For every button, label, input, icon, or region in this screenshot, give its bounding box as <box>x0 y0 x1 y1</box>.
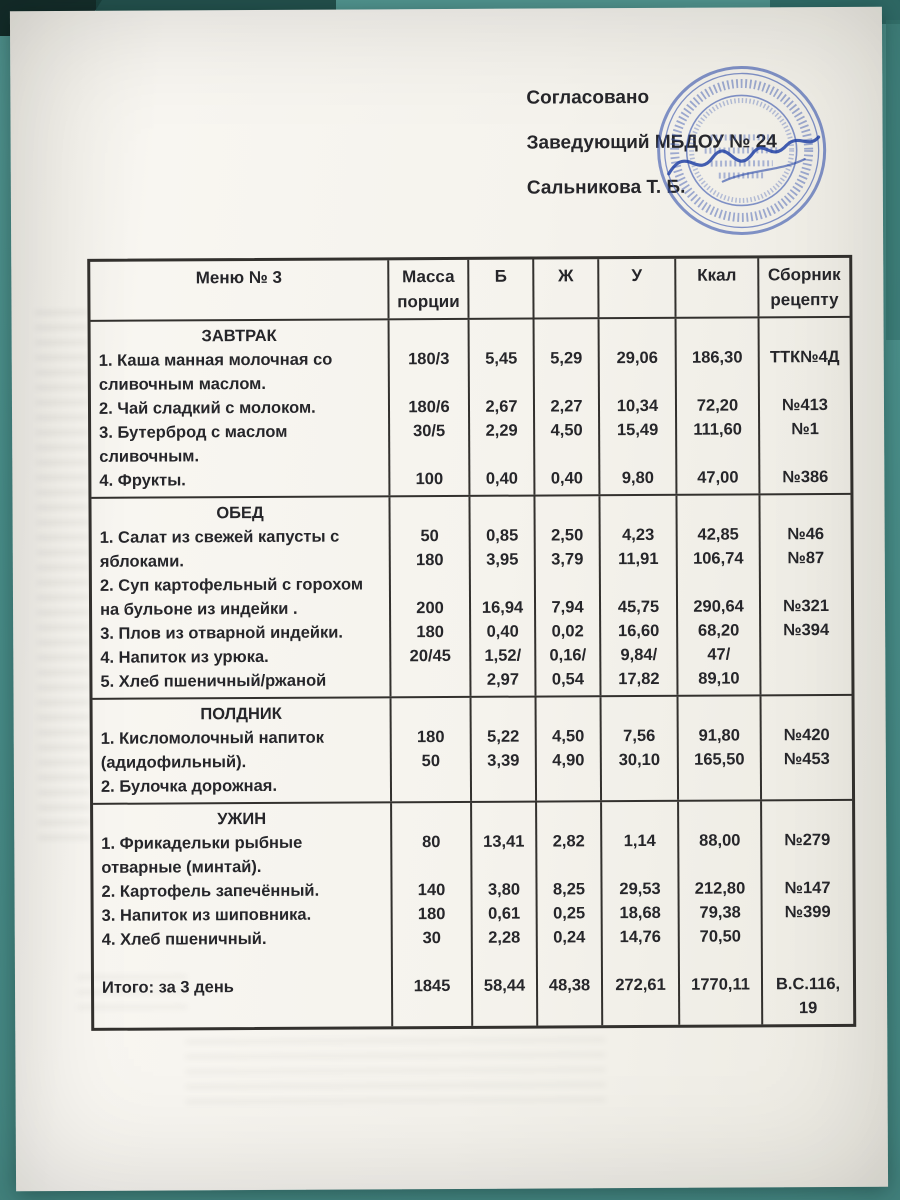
menu-item-line: 3. Напиток из шиповника. <box>101 905 312 925</box>
value-line: 20/45 <box>409 646 451 666</box>
value-line <box>600 442 675 466</box>
value-line <box>760 369 850 393</box>
value-line <box>536 571 599 595</box>
header-cell: Сборник рецепту <box>767 264 841 310</box>
signature-icon <box>646 55 837 246</box>
header-cell: Масса порции <box>389 260 469 318</box>
recipe-column <box>760 318 851 493</box>
value-line: 30 <box>422 929 441 948</box>
dish-name-column <box>93 803 393 1028</box>
kcal-column <box>677 318 761 493</box>
value-line <box>680 948 761 972</box>
header-cell: Ккал <box>676 258 759 316</box>
approval-position: Заведующий МБДОУ № 24 <box>526 131 777 154</box>
menu-item-line: сливочным маслом. <box>98 374 267 394</box>
value-line: №87 <box>787 549 825 568</box>
value-line <box>678 570 759 594</box>
value-line: 3,39 <box>487 751 520 770</box>
header-cell: Б <box>469 260 534 318</box>
value-line: В.С.116, <box>775 974 841 994</box>
value-line <box>472 773 535 797</box>
value-line <box>472 854 535 878</box>
value-line <box>762 699 852 723</box>
kcal-column <box>677 495 761 694</box>
value-line: 180 <box>415 551 444 570</box>
value-line: 17,82 <box>618 669 660 689</box>
value-line <box>393 950 471 974</box>
value-line: №420 <box>783 726 830 745</box>
value-line: №147 <box>784 879 831 898</box>
menu-item-line <box>94 950 391 976</box>
paper-sheet <box>10 7 888 1192</box>
value-line: 45,75 <box>617 597 660 617</box>
value-line <box>677 321 758 345</box>
value-line <box>392 806 470 830</box>
value-line: 8,25 <box>552 880 586 899</box>
value-line: №279 <box>784 831 831 850</box>
b-column <box>470 497 536 696</box>
value-line <box>473 950 536 974</box>
value-line: 1,52/ <box>484 646 522 665</box>
value-line: 140 <box>417 881 446 900</box>
value-line <box>677 498 758 522</box>
value-line: 212,80 <box>694 879 746 898</box>
value-line: 48,38 <box>548 976 591 995</box>
value-line: 2,67 <box>485 397 518 416</box>
value-line <box>391 668 469 692</box>
value-line: 2,29 <box>485 421 518 440</box>
value-line: 0,40 <box>485 469 518 488</box>
menu-item-line: 1. Салат из свежей капусты с <box>99 527 340 547</box>
value-line: 1845 <box>413 976 451 996</box>
value-line: 0,85 <box>486 526 519 545</box>
value-line: 4,50 <box>550 421 583 440</box>
bleed-through-smudge <box>35 311 90 851</box>
value-line: 0,40 <box>486 622 519 641</box>
value-line: №399 <box>784 903 831 922</box>
menu-item-line: 4. Фрукты. <box>99 471 186 490</box>
value-line: 0,40 <box>550 469 583 488</box>
value-line: 186,30 <box>691 348 743 367</box>
menu-item-line: на бульоне из индейки . <box>100 599 298 619</box>
value-line: 10,34 <box>616 396 659 416</box>
value-line: 58,44 <box>483 976 526 995</box>
value-line: ТТК№4Д <box>769 347 840 367</box>
value-line: 47/ <box>707 645 731 664</box>
value-line: 88,00 <box>699 831 741 850</box>
value-line: 106,74 <box>693 549 744 568</box>
u-column <box>600 496 678 695</box>
value-line: №46 <box>787 525 825 544</box>
background-dark-strip <box>886 20 900 340</box>
approval-title: Согласовано <box>526 86 650 109</box>
header-cell: Ж <box>534 259 599 317</box>
value-line: 180 <box>416 728 445 747</box>
value-line: 180/6 <box>408 397 450 417</box>
value-line: 100 <box>415 470 444 489</box>
dish-name-column <box>91 320 391 497</box>
value-line <box>602 853 677 877</box>
value-line: 14,76 <box>619 927 661 947</box>
value-line <box>600 322 675 346</box>
mass-column <box>392 698 473 801</box>
value-line <box>763 924 853 948</box>
value-line: 16,60 <box>617 621 660 641</box>
zh-column <box>537 697 603 800</box>
b-column <box>470 320 536 495</box>
value-line <box>390 371 468 395</box>
value-line: 50 <box>420 527 439 546</box>
value-line <box>392 701 470 725</box>
value-line <box>471 572 534 596</box>
u-column <box>600 319 678 494</box>
kcal-column <box>679 801 763 1024</box>
value-line <box>390 500 468 524</box>
value-line: №321 <box>783 597 830 616</box>
menu-item-line: 3. Бутерброд с маслом <box>99 422 288 442</box>
value-line <box>600 370 675 394</box>
value-line <box>535 370 598 394</box>
b-column <box>472 803 538 1026</box>
value-line <box>602 700 677 724</box>
value-line: 200 <box>416 599 444 618</box>
value-line: 29,53 <box>619 879 661 899</box>
value-line: 7,56 <box>623 726 656 746</box>
value-line: 3,95 <box>486 550 519 569</box>
value-line: №413 <box>781 396 829 415</box>
value-line: 0,25 <box>553 904 586 923</box>
value-line: 79,38 <box>699 903 741 922</box>
value-line: 2,28 <box>488 928 521 947</box>
value-line: 70,50 <box>699 927 741 946</box>
menu-section-1 <box>91 316 851 497</box>
menu-section-3 <box>93 694 853 803</box>
value-line: 2,97 <box>486 670 520 689</box>
value-line: 0,16/ <box>549 646 587 665</box>
value-line: 30,10 <box>618 750 661 770</box>
zh-column <box>535 496 601 695</box>
value-line <box>679 771 760 795</box>
value-line: 180 <box>417 905 446 924</box>
value-line: 29,06 <box>616 348 658 368</box>
value-line <box>535 499 598 523</box>
value-line <box>761 642 851 666</box>
value-line <box>392 854 470 878</box>
value-line <box>601 571 676 595</box>
menu-item-line: 4. Напиток из урюка. <box>100 647 269 667</box>
value-line: 9,80 <box>621 468 654 488</box>
value-line: 4,23 <box>622 525 655 545</box>
menu-item-line: (адидофильный). <box>100 753 247 772</box>
value-line <box>470 323 533 347</box>
menu-item-line: 2. Булочка дорожная. <box>100 776 278 796</box>
menu-item-line: 2. Суп картофельный с горохом <box>99 575 364 595</box>
menu-item-line: 3. Плов из отварной индейки. <box>100 623 344 643</box>
menu-item-line: 5. Хлеб пшеничный/ржаной <box>100 671 327 691</box>
recipe-column <box>762 801 853 1024</box>
value-line <box>538 949 601 973</box>
value-line: 42,85 <box>697 525 739 544</box>
mass-column <box>392 803 473 1026</box>
value-line: 5,29 <box>550 349 583 368</box>
value-line: 180 <box>416 623 444 642</box>
menu-item-line: сливочным. <box>99 447 200 466</box>
zh-column <box>537 802 603 1025</box>
menu-item-line: 1. Кисломолочный напиток <box>100 728 325 748</box>
u-column <box>602 697 680 800</box>
value-line: 11,91 <box>618 549 659 569</box>
menu-item-line: отварные (минтай). <box>101 857 262 877</box>
u-column <box>602 802 680 1025</box>
approval-name: Сальникова Т. Б. <box>526 176 686 199</box>
value-line: 50 <box>421 752 441 771</box>
value-line: 2,50 <box>551 526 584 545</box>
value-line <box>679 852 760 876</box>
menu-section-4 <box>93 799 853 1028</box>
table-header-row <box>90 258 849 320</box>
value-line: 47,00 <box>697 468 739 487</box>
recipe-column <box>762 696 853 799</box>
value-line <box>760 321 850 345</box>
value-line <box>763 948 853 972</box>
zh-column <box>535 319 601 494</box>
value-line <box>470 443 533 467</box>
kcal-column <box>679 696 763 799</box>
b-column <box>472 698 538 801</box>
value-line <box>535 442 598 466</box>
value-line: 89,10 <box>698 669 740 688</box>
value-line: №453 <box>783 750 830 769</box>
value-line: 4,90 <box>552 751 585 770</box>
recipe-column <box>760 495 851 694</box>
value-line <box>602 772 677 796</box>
value-line: 165,50 <box>694 750 745 769</box>
value-line <box>537 772 600 796</box>
bleed-through-smudge <box>185 1038 605 1106</box>
value-line <box>470 500 533 524</box>
value-line: 72,20 <box>696 396 739 415</box>
value-line: 272,61 <box>615 975 666 995</box>
value-line: 3,79 <box>551 550 584 569</box>
value-line <box>679 804 760 828</box>
mass-column <box>390 320 471 495</box>
dish-name-column <box>93 698 393 803</box>
value-line: 180/3 <box>408 349 450 369</box>
menu-item-line: 4. Хлеб пшеничный. <box>101 929 267 949</box>
menu-item-line: 1. Каша манная молочная со <box>98 350 333 370</box>
value-line <box>677 369 758 393</box>
section-title: ПОЛДНИК <box>200 704 282 724</box>
value-line <box>762 804 852 828</box>
value-line: 0,02 <box>551 622 584 641</box>
value-line: №1 <box>791 420 819 439</box>
value-line: №386 <box>782 468 829 487</box>
menu-item-line: яблоками. <box>99 552 184 571</box>
menu-item-line: 1. Фрикадельки рыбные <box>101 833 303 853</box>
value-line <box>677 441 758 465</box>
value-line: 2,82 <box>552 832 585 851</box>
value-line: 15,49 <box>616 420 659 440</box>
value-line: 18,68 <box>619 903 661 923</box>
value-line <box>470 371 533 395</box>
value-line <box>537 700 600 724</box>
value-line: 1770,11 <box>691 975 750 994</box>
value-line <box>603 949 678 973</box>
value-line <box>537 805 600 829</box>
value-line <box>600 499 675 523</box>
value-line: 111,60 <box>693 420 742 439</box>
value-line: 16,94 <box>481 598 524 617</box>
value-line <box>760 498 850 522</box>
menu-item-line: 2. Картофель запечённый. <box>101 881 320 901</box>
value-line: 290,64 <box>693 597 744 616</box>
header-cell: У <box>599 259 676 317</box>
value-line: 4,50 <box>552 727 585 746</box>
dish-name-column <box>91 497 391 698</box>
value-line <box>761 666 851 690</box>
section-title: ЗАВТРАК <box>201 326 277 346</box>
menu-section-2 <box>91 493 851 698</box>
value-line: 0,24 <box>553 928 586 947</box>
value-line <box>762 771 852 795</box>
value-line: 0,54 <box>551 670 585 689</box>
value-line <box>472 701 535 725</box>
value-line <box>391 572 469 596</box>
header-cell: Меню № 3 <box>90 260 389 320</box>
value-line <box>472 806 535 830</box>
value-line: 68,20 <box>697 621 740 640</box>
value-line <box>602 805 677 829</box>
value-line <box>392 773 470 797</box>
value-line <box>760 441 850 465</box>
mass-column <box>390 497 471 696</box>
value-line: 9,84/ <box>620 645 658 665</box>
section-title: ОБЕД <box>216 503 264 523</box>
value-line <box>537 853 600 877</box>
value-line <box>390 323 468 347</box>
value-line: 7,94 <box>551 598 584 617</box>
menu-table <box>87 255 856 1031</box>
menu-item-line: Итого: за 3 день <box>101 978 234 997</box>
value-line: 2,27 <box>550 397 583 416</box>
section-title: УЖИН <box>217 809 267 829</box>
value-line: №394 <box>783 621 830 640</box>
value-line <box>390 443 468 467</box>
value-line: 30/5 <box>413 422 446 441</box>
value-line <box>761 570 851 594</box>
value-line <box>535 322 598 346</box>
value-line: 3,80 <box>487 880 521 899</box>
value-line: 1,14 <box>623 831 656 851</box>
value-line: 91,80 <box>698 726 740 745</box>
value-line: 5,22 <box>487 727 520 746</box>
value-line: 13,41 <box>483 832 525 851</box>
value-line: 0,61 <box>488 904 521 923</box>
value-line <box>762 852 852 876</box>
value-line: 19 <box>798 999 818 1018</box>
value-line: 5,45 <box>485 349 518 368</box>
menu-item-line: 2. Чай сладкий с молоком. <box>98 398 316 418</box>
value-line <box>679 699 760 723</box>
stamp-area <box>646 55 837 246</box>
value-line: 80 <box>422 833 441 852</box>
